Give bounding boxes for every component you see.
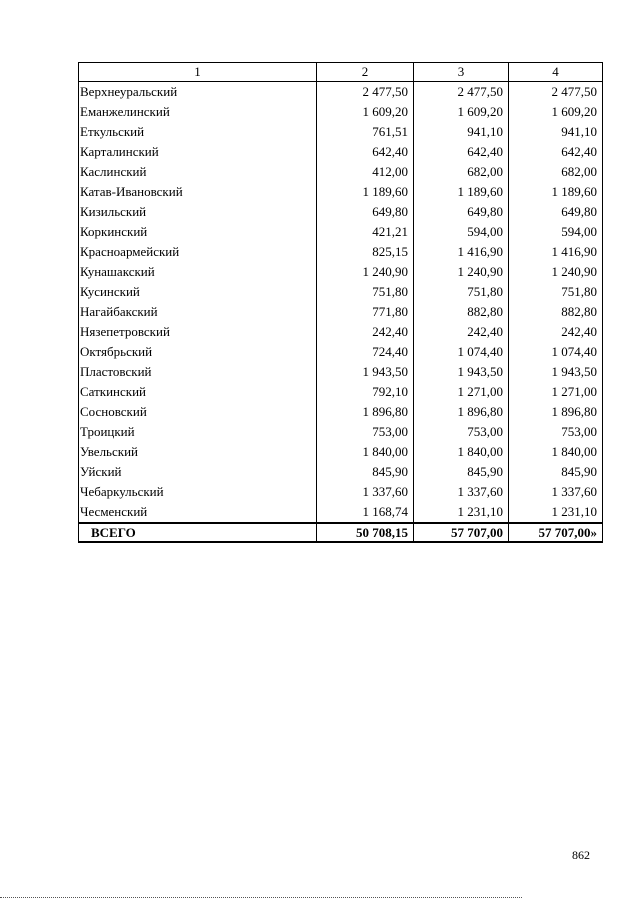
- table-row: [79, 362, 603, 382]
- value-cell-col-3: 941,10: [414, 122, 509, 142]
- table-header: [79, 63, 603, 82]
- value-cell-col-2: 825,15: [317, 242, 414, 262]
- header-col-4: 4: [509, 63, 603, 82]
- district-name-cell: Сосновский: [79, 402, 317, 422]
- value-cell-col-3: 1 271,00: [414, 382, 509, 402]
- table-row: [79, 422, 603, 442]
- value-cell-col-3: 1 189,60: [414, 182, 509, 202]
- header-col-1: 1: [79, 63, 317, 82]
- value-cell-col-4: 1 943,50: [509, 362, 603, 382]
- table-row: [79, 442, 603, 462]
- value-cell-col-4: 753,00: [509, 422, 603, 442]
- value-cell-col-3: 1 840,00: [414, 442, 509, 462]
- value-cell-col-4: 649,80: [509, 202, 603, 222]
- value-cell-col-3: 751,80: [414, 282, 509, 302]
- value-cell-col-3: 1 943,50: [414, 362, 509, 382]
- district-name-cell: Кусинский: [79, 282, 317, 302]
- district-name-cell: Еткульский: [79, 122, 317, 142]
- value-cell-col-4: 2 477,50: [509, 82, 603, 103]
- value-cell-col-2: 751,80: [317, 282, 414, 302]
- table-body: [79, 82, 603, 524]
- value-cell-col-4: 242,40: [509, 322, 603, 342]
- value-cell-col-2: 1 240,90: [317, 262, 414, 282]
- value-cell-col-4: 1 609,20: [509, 102, 603, 122]
- value-cell-col-4: 1 189,60: [509, 182, 603, 202]
- page-number: 862: [572, 848, 590, 862]
- district-name-cell: Чебаркульский: [79, 482, 317, 502]
- value-cell-col-2: 845,90: [317, 462, 414, 482]
- value-cell-col-4: 1 240,90: [509, 262, 603, 282]
- table-row: [79, 382, 603, 402]
- value-cell-col-2: 753,00: [317, 422, 414, 442]
- value-cell-col-3: 2 477,50: [414, 82, 509, 103]
- value-cell-col-2: 1 337,60: [317, 482, 414, 502]
- value-cell-col-3: 845,90: [414, 462, 509, 482]
- district-name-cell: Троицкий: [79, 422, 317, 442]
- table-row: [79, 502, 603, 523]
- table-row: [79, 222, 603, 242]
- district-name-cell: Карталинский: [79, 142, 317, 162]
- value-cell-col-2: 421,21: [317, 222, 414, 242]
- value-cell-col-2: 792,10: [317, 382, 414, 402]
- value-cell-col-4: 1 896,80: [509, 402, 603, 422]
- district-name-cell: Коркинский: [79, 222, 317, 242]
- value-cell-col-3: 1 416,90: [414, 242, 509, 262]
- value-cell-col-3: 1 231,10: [414, 502, 509, 523]
- district-name-cell: Кизильский: [79, 202, 317, 222]
- value-cell-col-3: 753,00: [414, 422, 509, 442]
- table-row: [79, 182, 603, 202]
- value-cell-col-2: 1 840,00: [317, 442, 414, 462]
- value-cell-col-4: 751,80: [509, 282, 603, 302]
- table-row: [79, 342, 603, 362]
- table-row: [79, 122, 603, 142]
- table-row: [79, 282, 603, 302]
- value-cell-col-4: 642,40: [509, 142, 603, 162]
- value-cell-col-2: 1 609,20: [317, 102, 414, 122]
- total-col-3: 57 707,00: [414, 523, 509, 542]
- value-cell-col-2: 2 477,50: [317, 82, 414, 103]
- district-name-cell: Кунашакский: [79, 262, 317, 282]
- district-name-cell: Верхнеуральский: [79, 82, 317, 103]
- district-name-cell: Саткинский: [79, 382, 317, 402]
- district-name-cell: Октябрьский: [79, 342, 317, 362]
- header-row: [79, 63, 603, 82]
- value-cell-col-2: 1 168,74: [317, 502, 414, 523]
- value-cell-col-2: 412,00: [317, 162, 414, 182]
- table-row: [79, 482, 603, 502]
- value-cell-col-2: 771,80: [317, 302, 414, 322]
- district-name-cell: Нагайбакский: [79, 302, 317, 322]
- value-cell-col-2: 761,51: [317, 122, 414, 142]
- district-name-cell: Еманжелинский: [79, 102, 317, 122]
- district-name-cell: Чесменский: [79, 502, 317, 523]
- value-cell-col-3: 649,80: [414, 202, 509, 222]
- value-cell-col-4: 682,00: [509, 162, 603, 182]
- value-cell-col-4: 1 337,60: [509, 482, 603, 502]
- header-col-3: 3: [414, 63, 509, 82]
- district-name-cell: Увельский: [79, 442, 317, 462]
- value-cell-col-3: 594,00: [414, 222, 509, 242]
- value-cell-col-3: 1 609,20: [414, 102, 509, 122]
- allocation-table: [78, 62, 603, 543]
- value-cell-col-3: 682,00: [414, 162, 509, 182]
- value-cell-col-3: 882,80: [414, 302, 509, 322]
- table-row: [79, 162, 603, 182]
- table-row: [79, 102, 603, 122]
- value-cell-col-3: 1 240,90: [414, 262, 509, 282]
- total-col-2: 50 708,15: [317, 523, 414, 542]
- value-cell-col-2: 1 943,50: [317, 362, 414, 382]
- value-cell-col-2: 242,40: [317, 322, 414, 342]
- district-name-cell: Красноармейский: [79, 242, 317, 262]
- value-cell-col-3: 242,40: [414, 322, 509, 342]
- value-cell-col-4: 1 271,00: [509, 382, 603, 402]
- table-row: [79, 262, 603, 282]
- value-cell-col-3: 1 896,80: [414, 402, 509, 422]
- total-row: [79, 523, 603, 542]
- table-footer: [79, 523, 603, 542]
- scan-edge-line: [0, 897, 522, 898]
- district-name-cell: Каслинский: [79, 162, 317, 182]
- value-cell-col-2: 724,40: [317, 342, 414, 362]
- value-cell-col-2: 1 189,60: [317, 182, 414, 202]
- value-cell-col-4: 882,80: [509, 302, 603, 322]
- table-row: [79, 242, 603, 262]
- value-cell-col-4: 1 231,10: [509, 502, 603, 523]
- district-name-cell: Уйский: [79, 462, 317, 482]
- district-name-cell: Катав-Ивановский: [79, 182, 317, 202]
- district-name-cell: Пластовский: [79, 362, 317, 382]
- table-row: [79, 462, 603, 482]
- district-name-cell: Нязепетровский: [79, 322, 317, 342]
- value-cell-col-2: 642,40: [317, 142, 414, 162]
- value-cell-col-3: 1 074,40: [414, 342, 509, 362]
- table-row: [79, 202, 603, 222]
- value-cell-col-4: 1 416,90: [509, 242, 603, 262]
- value-cell-col-4: 845,90: [509, 462, 603, 482]
- total-label: ВСЕГО: [79, 523, 317, 542]
- value-cell-col-4: 594,00: [509, 222, 603, 242]
- table-row: [79, 82, 603, 103]
- table-row: [79, 142, 603, 162]
- value-cell-col-3: 1 337,60: [414, 482, 509, 502]
- value-cell-col-2: 1 896,80: [317, 402, 414, 422]
- value-cell-col-4: 941,10: [509, 122, 603, 142]
- table-row: [79, 322, 603, 342]
- table-row: [79, 302, 603, 322]
- value-cell-col-4: 1 074,40: [509, 342, 603, 362]
- header-col-2: 2: [317, 63, 414, 82]
- value-cell-col-3: 642,40: [414, 142, 509, 162]
- value-cell-col-2: 649,80: [317, 202, 414, 222]
- table-row: [79, 402, 603, 422]
- total-col-4: 57 707,00»: [509, 523, 603, 542]
- value-cell-col-4: 1 840,00: [509, 442, 603, 462]
